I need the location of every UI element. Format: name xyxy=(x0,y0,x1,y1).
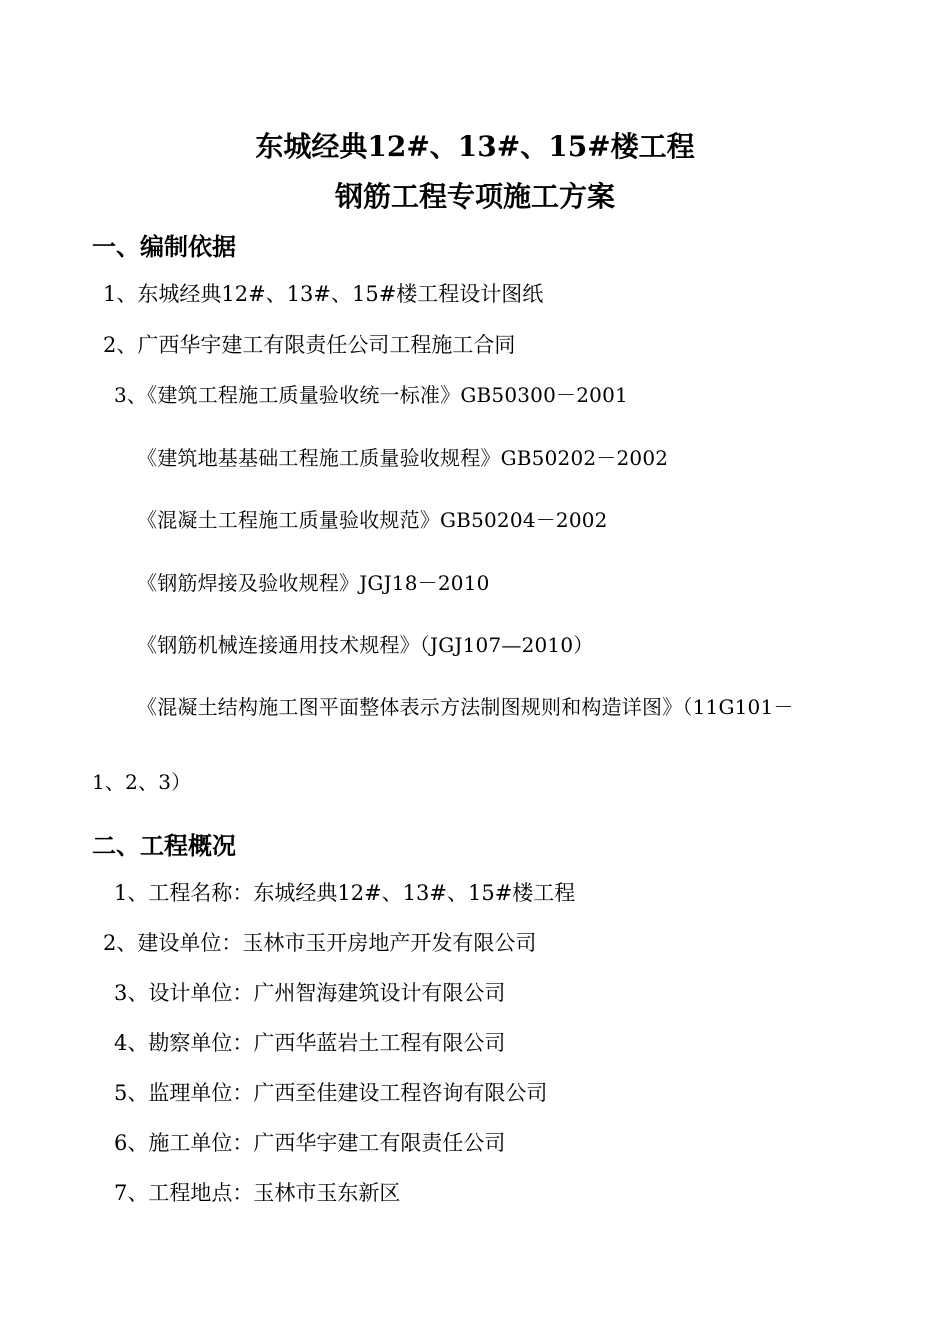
document-subtitle: 钢筋工程专项施工方案 xyxy=(334,180,615,213)
overview-item: 2、建设单位：玉林市玉开房地产开发有限公司 xyxy=(103,931,537,955)
overview-item: 7、工程地点：玉林市玉东新区 xyxy=(114,1181,401,1205)
overview-item: 1、工程名称：东城经典12#、13#、15#楼工程 xyxy=(114,881,576,905)
basis-item: 1、东城经典12#、13#、15#楼工程设计图纸 xyxy=(103,282,544,306)
overview-item: 4、勘察单位：广西华蓝岩土工程有限公司 xyxy=(114,1031,506,1055)
overview-item: 5、监理单位：广西至佳建设工程咨询有限公司 xyxy=(114,1081,548,1105)
standard-item-continuation: 1、2、3） xyxy=(92,770,192,794)
standard-item: 《混凝土结构施工图平面整体表示方法制图规则和构造详图》（11G101－ xyxy=(137,695,794,719)
basis-item: 2、广西华宇建工有限责任公司工程施工合同 xyxy=(103,333,516,357)
standard-item: 《钢筋机械连接通用技术规程》（JGJ107—2010） xyxy=(137,633,594,657)
standard-item: 《建筑地基基础工程施工质量验收规程》GB50202－2002 xyxy=(137,446,669,470)
document-title: 东城经典12#、13#、15#楼工程 xyxy=(255,130,695,163)
basis-item: 3、《建筑工程施工质量验收统一标准》GB50300－2001 xyxy=(114,383,628,407)
section-heading-basis: 一、编制依据 xyxy=(92,232,236,261)
standard-item: 《混凝土工程施工质量验收规范》GB50204－2002 xyxy=(137,508,608,532)
section-heading-overview: 二、工程概况 xyxy=(92,831,236,860)
overview-item: 3、设计单位：广州智海建筑设计有限公司 xyxy=(114,981,506,1005)
standard-item: 《钢筋焊接及验收规程》JGJ18－2010 xyxy=(137,571,490,595)
overview-item: 6、施工单位：广西华宇建工有限责任公司 xyxy=(114,1131,506,1155)
